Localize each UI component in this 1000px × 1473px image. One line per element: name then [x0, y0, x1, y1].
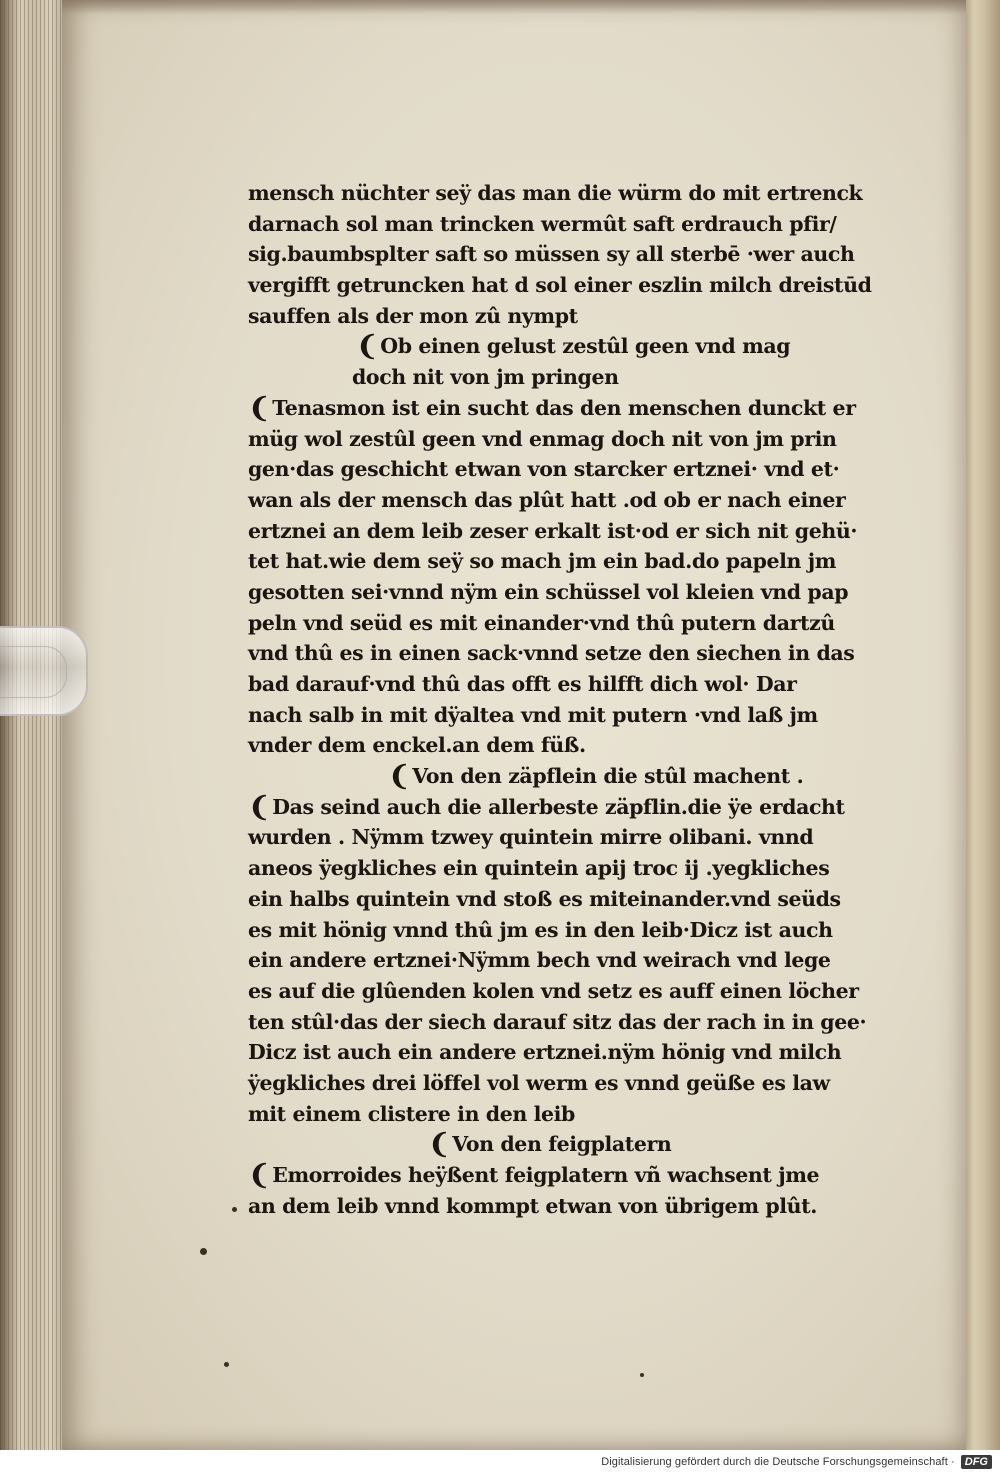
paragraph-start-line	[248, 393, 884, 424]
text-line	[248, 1099, 884, 1130]
ink-spot	[232, 1207, 237, 1212]
text-line	[248, 1037, 884, 1068]
line-text: ein halbs quintein vnd stoß es miteinander.vnd seüds	[248, 886, 841, 911]
text-line	[248, 577, 884, 608]
line-text: Von den feigplatern	[452, 1132, 672, 1157]
text-line	[248, 1007, 884, 1038]
text-line	[248, 454, 884, 485]
left-page-stack	[0, 0, 70, 1450]
page-clip-icon	[0, 626, 88, 716]
line-text: wurden . Nÿmm tzwey quintein mirre olibani. vnnd	[248, 825, 814, 850]
text-line	[248, 700, 884, 731]
line-text: nach salb in mit dÿaltea vnd mit putern ·vnd laß jm	[248, 702, 818, 727]
line-text: sauffen als der mon zû nympt	[248, 303, 578, 328]
page-top-shadow	[62, 0, 966, 14]
section-heading	[248, 1129, 884, 1160]
line-text: vnd thû es in einen sack·vnnd setze den siechen in das	[248, 641, 855, 666]
line-text: Dicz ist auch ein andere ertznei.nÿm hönig vnd milch	[248, 1040, 842, 1065]
line-text: es mit hönig vnnd thû jm es in den leib·Dicz ist auch	[248, 917, 833, 942]
dfg-credit-text: Digitalisierung gefördert durch die Deutsche Forschungsgemeinschaft ·	[601, 1455, 955, 1468]
line-text: vnder dem enckel.an dem füß.	[248, 733, 586, 758]
line-text: mensch nüchter seÿ das man die würm do mit ertrenck	[248, 181, 863, 205]
ink-spot	[200, 1248, 207, 1255]
text-line	[248, 301, 884, 332]
digitization-footer	[0, 1450, 1000, 1473]
section-heading	[248, 761, 884, 792]
line-text: ein andere ertznei·Nÿmm bech vnd weirach vnd lege	[248, 948, 831, 973]
line-text: an dem leib vnnd kommpt etwan von übrigem plût.	[248, 1193, 817, 1218]
line-text: gesotten sei·vnnd nÿm ein schüssel vol kleien vnd pap	[248, 579, 849, 604]
page-fore-edge	[966, 0, 1000, 1450]
text-line	[248, 638, 884, 669]
text-line	[248, 669, 884, 700]
text-line	[248, 485, 884, 516]
paragraph-start-line	[248, 792, 884, 823]
line-text: peln vnd seüd es mit einander·vnd thû putern dartzû	[248, 610, 835, 635]
line-text: tet hat.wie dem seÿ so mach jm ein bad.do papeln jm	[248, 549, 837, 574]
pilcrow-icon: ❨	[248, 791, 271, 823]
text-line	[248, 209, 884, 240]
ink-spot	[224, 1362, 229, 1367]
text-line	[248, 516, 884, 547]
pilcrow-icon: ❨	[356, 331, 379, 363]
text-line	[248, 270, 884, 301]
line-text: mit einem clistere in den leib	[248, 1101, 575, 1126]
text-line	[248, 976, 884, 1007]
text-line	[248, 608, 884, 639]
line-text: ten stûl·das der siech darauf sitz das der rach in in gee·	[248, 1009, 867, 1034]
line-text: darnach sol man trincken wermût saft erdrauch pfir/	[248, 211, 837, 236]
text-line	[248, 915, 884, 946]
ink-spot	[640, 1373, 644, 1377]
line-text: Tenasmon ist ein sucht das den menschen dunckt er	[272, 395, 856, 420]
text-line	[248, 424, 884, 455]
line-text: Ob einen gelust zestûl geen vnd mag	[380, 334, 791, 359]
line-text: Emorroides heÿßent feigplatern vñ wachsent jme	[272, 1163, 820, 1187]
text-line	[248, 884, 884, 915]
line-text: wan als der mensch das plût hatt .od ob er nach einer	[248, 487, 846, 512]
line-text: bad darauf·vnd thû das offt es hilfft dich wol· Dar	[248, 672, 797, 696]
pilcrow-icon: ❨	[248, 392, 271, 424]
line-text: sig.baumbsplter saft so müssen sy all sterbē ·wer auch	[248, 242, 855, 267]
line-text: gen·das geschicht etwan von starcker ertznei· vnd et·	[248, 457, 840, 482]
dfg-logo: DFG	[961, 1455, 992, 1469]
text-line	[248, 178, 884, 209]
line-text: ÿegkliches drei löffel vol werm es vnnd geüße es law	[248, 1070, 830, 1095]
pilcrow-icon: ❨	[428, 1129, 451, 1161]
line-text: doch nit von jm pringen	[352, 365, 619, 390]
text-line	[248, 546, 884, 577]
text-line	[248, 1191, 884, 1222]
line-text: müg wol zestûl geen vnd enmag doch nit von jm prin	[248, 426, 837, 451]
paragraph-start-line	[248, 1160, 884, 1191]
line-text: Von den zäpflein die stûl machent .	[412, 764, 804, 789]
line-text: ertznei an dem leib zeser erkalt ist·od er sich nit gehü·	[248, 518, 858, 543]
line-text: aneos ÿegkliches ein quintein apij troc ij .yegkliches	[248, 856, 830, 881]
pilcrow-icon: ❨	[388, 761, 411, 793]
line-text: es auf die glûenden kolen vnd setz es auff einen löcher	[248, 978, 859, 1003]
text-line	[248, 822, 884, 853]
text-line	[248, 239, 884, 270]
section-heading-continuation	[248, 362, 884, 393]
blackletter-text-body	[248, 178, 884, 1221]
line-text: vergifft getruncken hat d sol einer eszlin milch dreistūd	[248, 273, 872, 298]
text-line	[248, 853, 884, 884]
section-heading	[248, 331, 884, 362]
line-text: Das seind auch die allerbeste zäpflin.die ÿe erdacht	[272, 794, 845, 819]
pilcrow-icon: ❨	[248, 1160, 271, 1191]
text-line	[248, 1068, 884, 1099]
text-line	[248, 730, 884, 761]
text-line	[248, 945, 884, 976]
